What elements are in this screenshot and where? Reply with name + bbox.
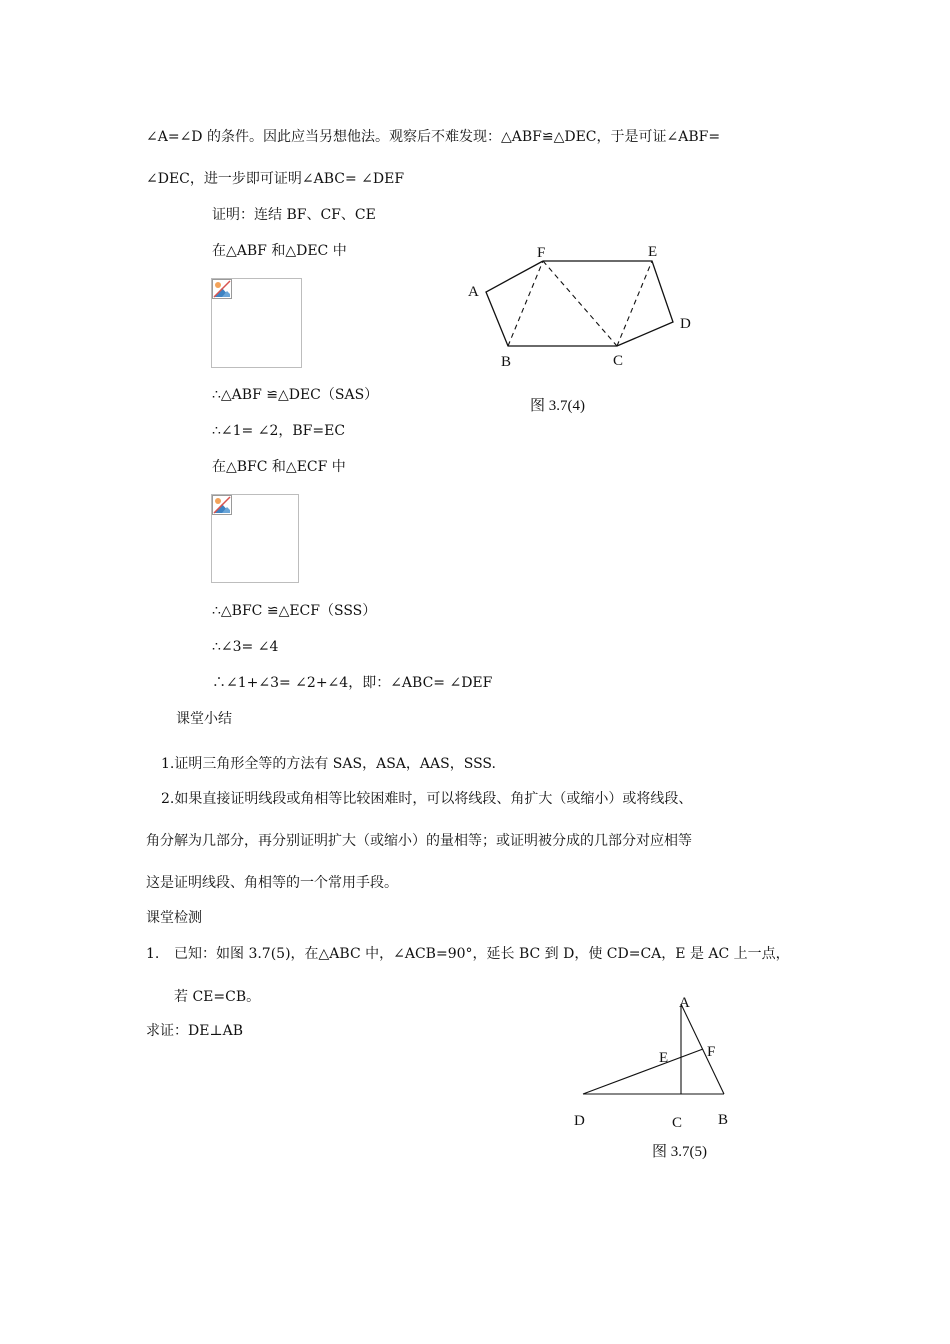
broken-image-icon [212,279,232,299]
summary-item-2-line-1: 2.如果直接证明线段或角相等比较困难时，可以将线段、角扩大（或缩小）或将线段、 [161,791,693,807]
proof-line-3: ∴△ABF ≌△DEC（SAS） [212,387,379,403]
figure-1-caption: 图 3.7(4) [530,398,585,414]
summary-item-2-line-2: 角分解为几部分，再分别证明扩大（或缩小）的量相等；或证明被分成的几部分对应相等 [146,833,692,849]
proof-line-8: ∴∠1+∠3= ∠2+∠4，即：∠ABC= ∠DEF [212,675,493,691]
question-1-line-2: 若 CE=CB。 [174,989,261,1005]
image-placeholder-1 [211,278,302,368]
label-e: E [648,244,658,260]
label-e: E [659,1050,669,1066]
label-f: F [707,1044,716,1060]
label-c: C [672,1115,683,1131]
label-d: D [680,316,691,332]
label-d: D [574,1113,585,1129]
proof-line-6: ∴△BFC ≌△ECF（SSS） [212,603,377,619]
intro-line-2: ∠DEC，进一步即可证明∠ABC= ∠DEF [146,171,405,187]
label-a: A [468,284,479,300]
question-1-number: 1. [146,946,160,962]
intro-line-1: ∠A=∠D 的条件。因此应当另想他法。观察后不难发现：△ABF≌△DEC，于是可证∠ABF= [146,129,721,145]
prove-statement: 求证：DE⊥AB [146,1023,244,1039]
segment-bf [508,261,543,346]
label-a: A [679,995,690,1011]
proof-line-7: ∴∠3= ∠4 [212,639,279,655]
label-b: B [501,354,512,370]
segment-df [583,1049,703,1094]
proof-line-1: 证明：连结 BF、CF、CE [212,207,376,223]
figure-triangle [570,990,750,1135]
label-b: B [718,1112,729,1128]
broken-image-icon [212,495,232,515]
question-1-line-1: 已知：如图 3.7(5)，在△ABC 中，∠ACB=90°，延长 BC 到 D，使 CD=CA，E 是 AC 上一点， [174,946,790,962]
test-heading: 课堂检测 [146,910,202,926]
segment-fc [543,261,617,346]
proof-line-2: 在△ABF 和△DEC 中 [212,243,347,259]
proof-line-4: ∴∠1= ∠2，BF=EC [212,423,346,439]
label-c: C [613,353,624,369]
label-f: F [537,245,546,261]
figure-2-caption: 图 3.7(5) [652,1144,707,1160]
figure-hexagon [460,238,700,378]
image-placeholder-2 [211,494,299,583]
proof-line-5: 在△BFC 和△ECF 中 [212,459,346,475]
summary-item-1: 1.证明三角形全等的方法有 SAS，ASA，AAS，SSS. [161,756,496,772]
summary-heading: 课堂小结 [176,711,232,727]
summary-item-2-line-3: 这是证明线段、角相等的一个常用手段。 [146,875,398,891]
